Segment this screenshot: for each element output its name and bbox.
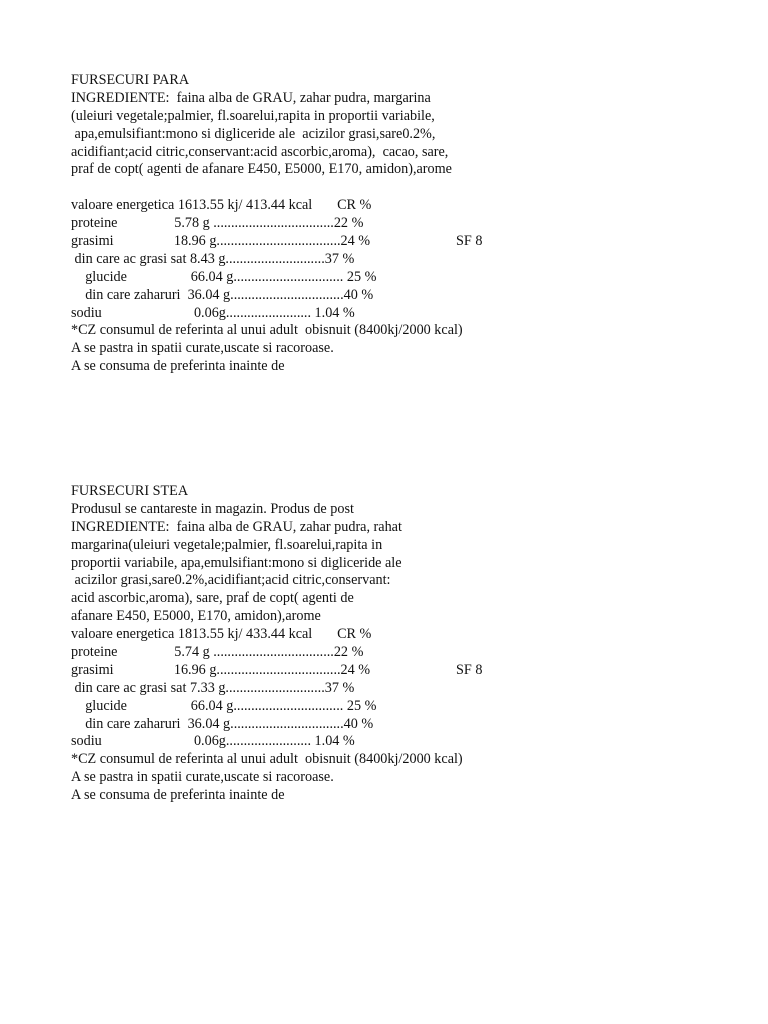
product-title: FURSECURI PARA bbox=[71, 72, 190, 88]
nutrition-saturated: din care ac grasi sat 8.43 g............................37 % bbox=[71, 250, 355, 267]
ingredients-line: INGREDIENTE: faina alba de GRAU, zahar pudra, margarina bbox=[71, 89, 431, 106]
ingredients-line: acidifiant;acid citric,conservant:acid ascorbic,aroma), cacao, sare, bbox=[71, 143, 449, 160]
shelf-life-label: SF 8 bbox=[456, 661, 483, 678]
nutrition-energy: valoare energetica 1613.55 kj/ 413.44 kcal CR % bbox=[71, 197, 372, 214]
ingredients-line: INGREDIENTE: faina alba de GRAU, zahar pudra, rahat bbox=[71, 518, 402, 535]
nutrition-fat-row bbox=[71, 662, 711, 680]
reference-note: *CZ consumul de referinta al unui adult obisnuit (8400kj/2000 kcal) bbox=[71, 322, 463, 339]
nutrition-carbs: glucide 66.04 g............................... 25 % bbox=[71, 268, 377, 285]
nutrition-sugars: din care zaharuri 36.04 g................................40 % bbox=[71, 715, 374, 732]
reference-note: *CZ consumul de referinta al unui adult obisnuit (8400kj/2000 kcal) bbox=[71, 751, 463, 768]
product-block-stea bbox=[71, 483, 711, 805]
nutrition-fat: grasimi 16.96 g...................................24 % bbox=[71, 661, 371, 678]
nutrition-fat-row bbox=[71, 233, 711, 251]
ingredients-line: acid ascorbic,aroma), sare, praf de copt( agenti de bbox=[71, 590, 354, 607]
ingredients-line: praf de copt( agenti de afanare E450, E5000, E170, amidon),arome bbox=[71, 161, 452, 178]
product-block-para bbox=[71, 72, 711, 376]
ingredients-line: apa,emulsifiant:mono si digliceride ale acizilor grasi,sare0.2%, bbox=[71, 125, 436, 142]
shelf-life-label: SF 8 bbox=[456, 233, 483, 250]
nutrition-sodium: sodiu 0.06g........................ 1.04 % bbox=[71, 304, 355, 321]
nutrition-protein: proteine 5.74 g ..................................22 % bbox=[71, 644, 364, 661]
nutrition-energy: valoare energetica 1813.55 kj/ 433.44 kcal CR % bbox=[71, 626, 372, 643]
product-title: FURSECURI STEA bbox=[71, 483, 189, 499]
nutrition-carbs: glucide 66.04 g............................... 25 % bbox=[71, 697, 377, 714]
ingredients-line: acizilor grasi,sare0.2%,acidifiant;acid citric,conservant: bbox=[71, 572, 391, 589]
nutrition-fat: grasimi 18.96 g...................................24 % bbox=[71, 233, 371, 250]
nutrition-sugars: din care zaharuri 36.04 g................................40 % bbox=[71, 286, 374, 303]
sale-note: Produsul se cantareste in magazin. Produs de post bbox=[71, 500, 354, 517]
storage-note: A se pastra in spatii curate,uscate si racoroase. bbox=[71, 769, 334, 786]
best-before-note: A se consuma de preferinta inainte de bbox=[71, 358, 285, 375]
spacer bbox=[71, 179, 711, 197]
nutrition-sodium: sodiu 0.06g........................ 1.04 % bbox=[71, 733, 355, 750]
ingredients-line: (uleiuri vegetale;palmier, fl.soarelui,rapita in proportii variabile, bbox=[71, 107, 435, 124]
best-before-note: A se consuma de preferinta inainte de bbox=[71, 787, 285, 804]
nutrition-saturated: din care ac grasi sat 7.33 g............................37 % bbox=[71, 679, 355, 696]
nutrition-protein: proteine 5.78 g ..................................22 % bbox=[71, 215, 364, 232]
ingredients-line: margarina(uleiuri vegetale;palmier, fl.soarelui,rapita in bbox=[71, 536, 383, 553]
storage-note: A se pastra in spatii curate,uscate si racoroase. bbox=[71, 340, 334, 357]
ingredients-line: afanare E450, E5000, E170, amidon),arome bbox=[71, 608, 321, 625]
ingredients-line: proportii variabile, apa,emulsifiant:mono si digliceride ale bbox=[71, 554, 402, 571]
